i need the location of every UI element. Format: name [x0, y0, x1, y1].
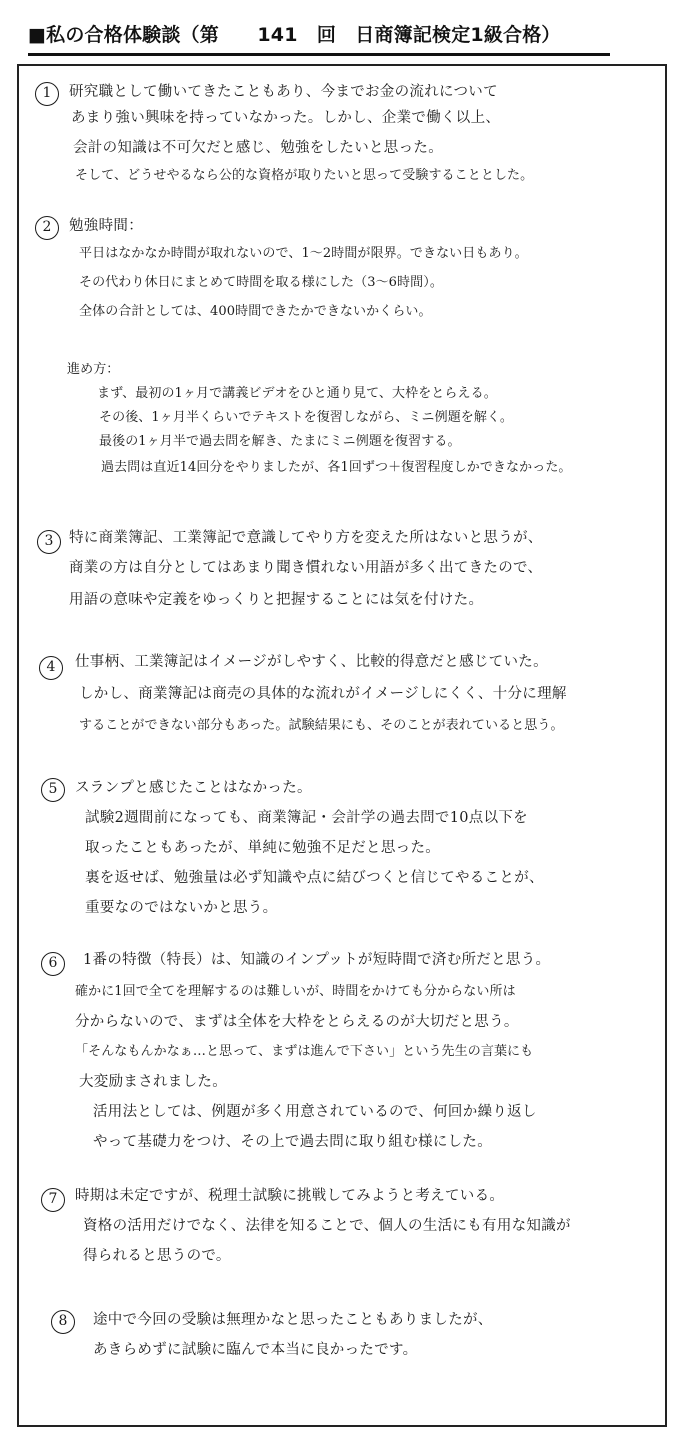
- answer-line: 進め方：: [67, 362, 120, 377]
- answer-line: 全体の合計としては、400時間できたかできないかくらい。: [79, 304, 432, 319]
- answer-line: 試験2週間前になっても、商業簿記・会計学の過去問で10点以下を: [85, 810, 528, 826]
- section-number-8: 8: [51, 1310, 75, 1334]
- answer-line: 「そんなもんかなぁ…と思って、まずは進んで下さい」という先生の言葉にも: [75, 1044, 534, 1059]
- answer-line: 重要なのではないかと思う。: [85, 900, 278, 916]
- answer-line: 商業の方は自分としてはあまり聞き慣れない用語が多く出てきたので、: [69, 560, 543, 576]
- section-number-5: 5: [41, 778, 65, 802]
- answer-line: その後、1ヶ月半くらいでテキストを復習しながら、ミニ例題を解く。: [99, 410, 513, 425]
- answer-line: 1番の特徴（特長）は、知識のインプットが短時間で済む所だと思う。: [83, 952, 551, 968]
- answer-line: 活用法としては、例題が多く用意されているので、何回か繰り返し: [93, 1104, 537, 1120]
- page-heading: [28, 20, 648, 50]
- heading-underline: [28, 53, 610, 56]
- answer-line: 大変励まされました。: [79, 1074, 227, 1090]
- answer-line: そして、どうせやるなら公的な資格が取りたいと思って受験することとした。: [75, 168, 534, 183]
- answer-line: しかし、商業簿記は商売の具体的な流れがイメージしにくく、十分に理解: [79, 686, 567, 702]
- answer-line: 裏を返せば、勉強量は必ず知識や点に結びつくと信じてやることが、: [85, 870, 544, 886]
- section-number-1: 1: [35, 82, 59, 106]
- section-number-4: 4: [39, 656, 63, 680]
- answer-line: 時期は未定ですが、税理士試験に挑戦してみようと考えている。: [75, 1188, 505, 1204]
- answer-line: あきらめずに試験に臨んで本当に良かったです。: [93, 1342, 418, 1358]
- answer-box: [17, 64, 667, 1427]
- section-number-3: 3: [37, 530, 61, 554]
- answer-line: 勉強時間：: [69, 218, 143, 234]
- answer-line: 取ったこともあったが、単純に勉強不足だと思った。: [85, 840, 441, 856]
- answer-line: することができない部分もあった。試験結果にも、そのことが表れていると思う。: [79, 718, 564, 733]
- answer-line: 過去問は直近14回分をやりましたが、各1回ずつ＋復習程度しかできなかった。: [101, 460, 572, 475]
- section-number-6: 6: [41, 952, 65, 976]
- answer-line: 仕事柄、工業簿記はイメージがしやすく、比較的得意だと感じていた。: [75, 654, 548, 670]
- heading-text: ■私の合格体験談（第 141 回 日商簿記検定1級合格）: [28, 24, 561, 46]
- answer-line: その代わり休日にまとめて時間を取る様にした（3～6時間）。: [79, 275, 443, 290]
- answer-line: 最後の1ヶ月半で過去問を解き、たまにミニ例題を復習する。: [99, 434, 461, 449]
- answer-line: あまり強い興味を持っていなかった。しかし、企業で働く以上、: [71, 110, 501, 126]
- answer-line: 途中で今回の受験は無理かなと思ったこともありましたが、: [93, 1312, 493, 1328]
- section-number-7: 7: [41, 1188, 65, 1212]
- answer-line: 特に商業簿記、工業簿記で意識してやり方を変えた所はないと思うが、: [69, 530, 543, 546]
- answer-line: 資格の活用だけでなく、法律を知ることで、個人の生活にも有用な知識が: [83, 1218, 571, 1234]
- answer-line: 会計の知識は不可欠だと感じ、勉強をしたいと思った。: [73, 140, 443, 156]
- answer-line: 研究職として働いてきたこともあり、今までお金の流れについて: [69, 84, 498, 100]
- answer-line: まず、最初の1ヶ月で講義ビデオをひと通り見て、大枠をとらえる。: [97, 386, 497, 401]
- answer-line: 確かに1回で全てを理解するのは難しいが、時間をかけても分からない所は: [75, 984, 516, 999]
- answer-line: 分からないので、まずは全体を大枠をとらえるのが大切だと思う。: [75, 1014, 519, 1030]
- answer-line: やって基礎力をつけ、その上で過去問に取り組む様にした。: [93, 1134, 493, 1150]
- section-number-2: 2: [35, 216, 59, 240]
- answer-line: 用語の意味や定義をゆっくりと把握することには気を付けた。: [69, 592, 484, 608]
- answer-line: 平日はなかなか時間が取れないので、1～2時間が限界。できない日もあり。: [79, 246, 528, 261]
- answer-line: スランプと感じたことはなかった。: [75, 780, 312, 796]
- answer-line: 得られると思うので。: [83, 1248, 231, 1264]
